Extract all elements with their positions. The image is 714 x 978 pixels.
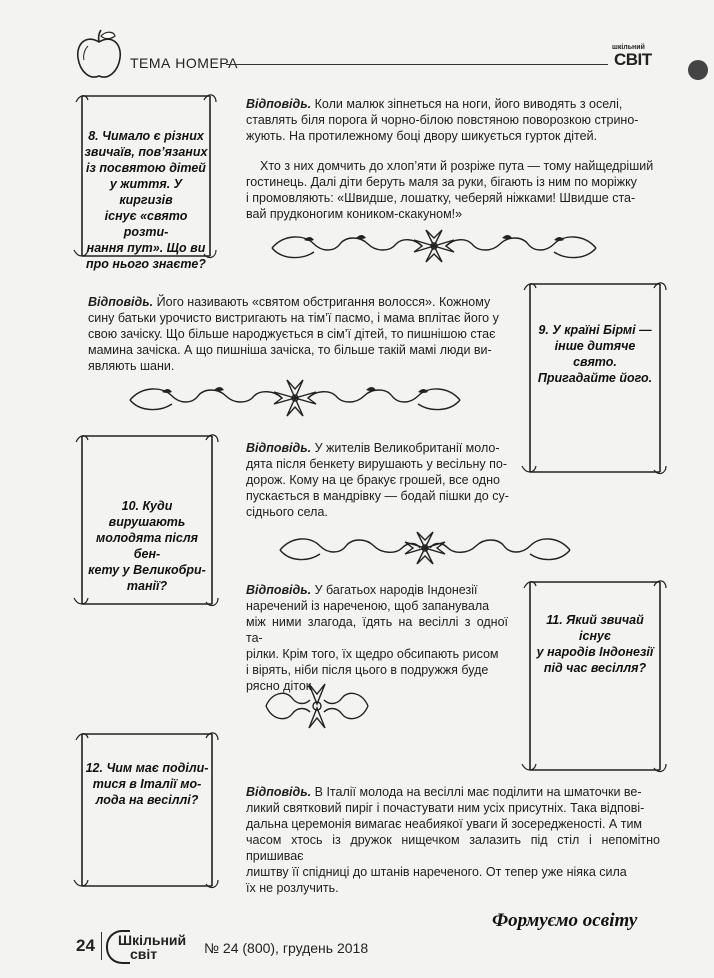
- question-box-8: [70, 90, 220, 271]
- footer-logo: Шкільний: [118, 932, 187, 948]
- question-8: 8. Чимало є різних звичаїв, пов’язаних із посвятою дітей у життя. У киргизів існує «свято розти- нання пут». Що ви про нього знаєте?: [84, 129, 208, 271]
- question-9: 9. У країні Бірмі — інше дитяче свято. Пригадайте його.: [537, 323, 653, 385]
- question-11: 11. Який звичай існує у народів Індонезії під час весілля?: [536, 613, 654, 675]
- frame-icon: [518, 576, 670, 776]
- issue-info: № 24 (800), грудень 2018: [204, 940, 369, 956]
- answer-11: Відповідь. У багатьох народів Індонезії наречений із нареченою, щоб запанувала між ними злагода, їдять на весіллі з одної та- рілки. Крім того, їх щедро обсипають рисом і вірять, ніби після цього в подружжя буде рясно діток.: [246, 583, 508, 693]
- answer-10: Відповідь. У жителів Великобританії моло- дята після бенкету вирушають у весільну по- дорож. Кому на це бракує грошей, все одно пускається в мандрівку — бодай пішки до су- сіднього села.: [246, 441, 509, 519]
- footer-slogan: Формуємо освіту: [492, 910, 638, 931]
- question-box-9: [518, 278, 670, 478]
- question-12: 12. Чим має поділи- тися в Італії мо- лода на весіллі?: [85, 761, 209, 807]
- brand-logo: СВІТ: [614, 50, 652, 69]
- ornament-divider: [264, 226, 604, 266]
- question-box-11: [518, 576, 670, 776]
- frame-icon: [70, 728, 222, 892]
- question-10: 10. Куди вирушають молодята після бен- кету у Великобри- танії?: [88, 499, 206, 593]
- punch-hole: [688, 60, 708, 80]
- brand-logo-small: шкільний: [612, 44, 645, 51]
- question-box-12: [70, 728, 222, 892]
- footer-divider: [101, 932, 102, 960]
- page-number: 24: [76, 936, 95, 955]
- header-rule: [226, 64, 608, 65]
- answer-9: Відповідь. Його називають «святом обстригання волосся». Кожному сину батьки урочисто вистригають на тім’ї пасмо, і мама вплітає його у свою зачіску. Що більше народжується в сім’ї дітей, то пишнішою стає мамина зачіска. А що пишніша зачіска, то більше такій мамі люди ви- являють шани.: [88, 295, 499, 373]
- section-label: ТЕМА НОМЕРА: [130, 55, 239, 71]
- ornament-divider: [122, 376, 468, 420]
- question-box-10: [70, 430, 222, 610]
- footer-logo-sub: світ: [130, 946, 158, 962]
- ornament-divider: [262, 676, 372, 736]
- answer-8: Відповідь. Коли малюк зіпнеться на ноги, його виводять з оселі, ставлять біля порога й чорно-білою повстяною поворозкою стрино- жують. На протилежному боці двору шикується гурток дітей. Хто з них домчить до хлоп’яти й розріже пута — тому найщедріший гостинець. Далі діти беруть маля за руки, бігають із ним по моріжку і промовляють: «Швидше, лошатку, чеберяй ніжками! Швидше ста- вай прудконогим коником-скакуном!»: [246, 97, 654, 221]
- ornament-divider: [272, 528, 578, 568]
- answer-12: Відповідь. В Італії молода на весіллі має поділити на шматочки ве- ликий святковий пиріг і почастувати ним усіх присутніх. Така відпові- дальна церемонія вимагає неабиякої уваги й зосередженості. А тим часом хтось із дружок нищечком залазить під стіл і непомітно пришиває лиштву її спідниці до штанів нареченого. От тепер уже ніяка сила їх не розлучить.: [246, 785, 660, 895]
- apple-icon: [74, 28, 124, 80]
